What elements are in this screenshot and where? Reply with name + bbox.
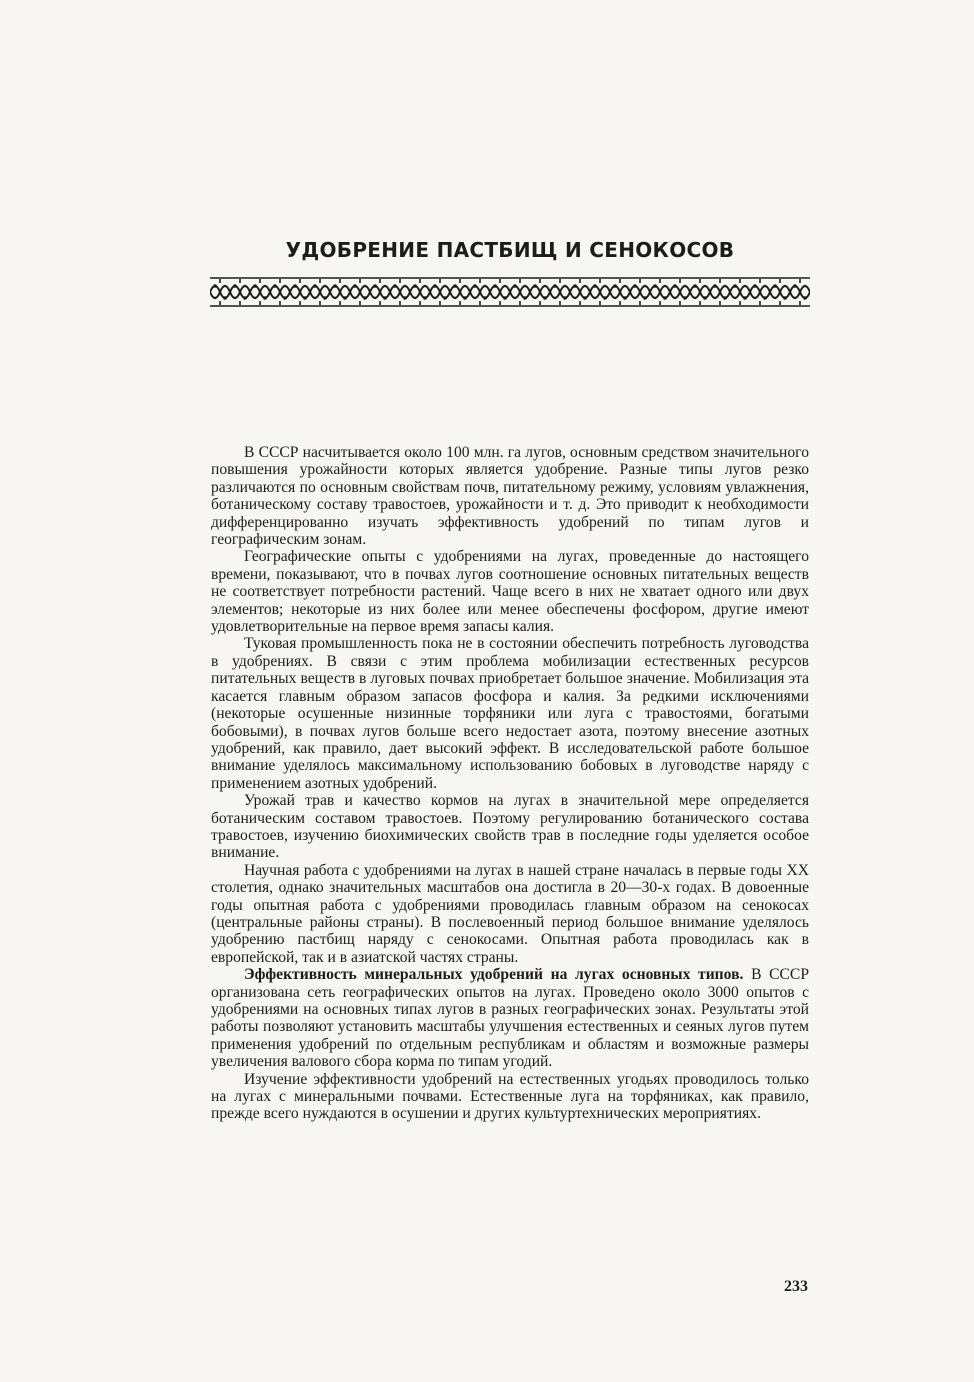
paragraph: Географические опыты с удобрениями на лугах, проведенные до настоящего времени, показывают, что в почвах лугов соотношение основных питательных веществ не соответствует потребности растений. Чаще всего в них не хватает одного или двух элементов; некоторые из них более или менее обеспечены фосфором, другие имеют удовлетворительные на первое время запасы калия. bbox=[211, 548, 809, 636]
paragraph: Изучение эффективности удобрений на естественных угодьях проводилось только на лугах с минеральными почвами. Естественные луга на торфяниках, как правило, прежде всего нуждаются в осушении и других культуртехнических мероприятиях. bbox=[211, 1070, 809, 1123]
ornamental-border bbox=[210, 277, 810, 307]
page-number: 233 bbox=[784, 1278, 808, 1295]
paragraph: В СССР насчитывается около 100 млн. га лугов, основным средством значительного повышения урожайности которых является удобрение. Разные типы лугов резко различаются по основным свойствам почв, питательному режиму, условиям увлажнения, ботаническому составу травостоев, урожайности и т. д. Это приводит к необходимости дифференцированно изучать эффективность удобрений по типам лугов и географическим зонам. bbox=[211, 444, 809, 549]
page-title: УДОБРЕНИЕ ПАСТБИЩ И СЕНОКОСОВ bbox=[285, 238, 735, 262]
paragraph: Эффективность минеральных удобрений на лугах основных типов. В СССР организована сеть географических опытов на лугах. Проведено около 3000 опытов с удобрениями на основных типах лугов в разных географических зонах. Результаты этой работы позволяют установить масштабы улучшения естественных и сеяных лугов путем применения удобрений по отдельным республикам и областям и возможные размеры увеличения валового сбора корма по типам угодий. bbox=[211, 966, 809, 1071]
paragraph: Туковая промышленность пока не в состоянии обеспечить потребность луговодства в удобрениях. В связи с этим проблема мобилизации естественных ресурсов питательных веществ в луговых почвах приобретает большое значение. Мобилизация эта касается главным образом запасов фосфора и калия. За редкими исключениями (некоторые осушенные низинные торфяники или луга с травостоями, богатыми бобовыми), в почвах лугов больше всего недостает азота, поэтому внесение азотных удобрений, как правило, дает высокий эффект. В исследовательской работе большое внимание уделялось максимальному использованию бобовых в луговодстве наряду с применением азотных удобрений. bbox=[211, 635, 809, 792]
paragraph: Урожай трав и качество кормов на лугах в значительной мере определяется ботаническим составом травостоев. Поэтому регулированию ботанического состава травостоев, изучению биохимических свойств трав в последние годы уделяется особое внимание. bbox=[211, 792, 809, 862]
paragraph: Научная работа с удобрениями на лугах в нашей стране началась в первые годы XX столетия, однако значительных масштабов она достигла в 20—30-х годах. В довоенные годы опытная работа с удобрениями проводилась главным образом на сенокосах (центральные районы страны). В послевоенный период большое внимание уделялось удобрению пастбищ наряду с сенокосами. Опытная работа проводилась как в европейской, так и в азиатской частях страны. bbox=[211, 861, 809, 966]
article-body bbox=[211, 444, 809, 1123]
section-run-in-heading: Эффективность минеральных удобрений на лугах основных типов. bbox=[244, 966, 744, 984]
